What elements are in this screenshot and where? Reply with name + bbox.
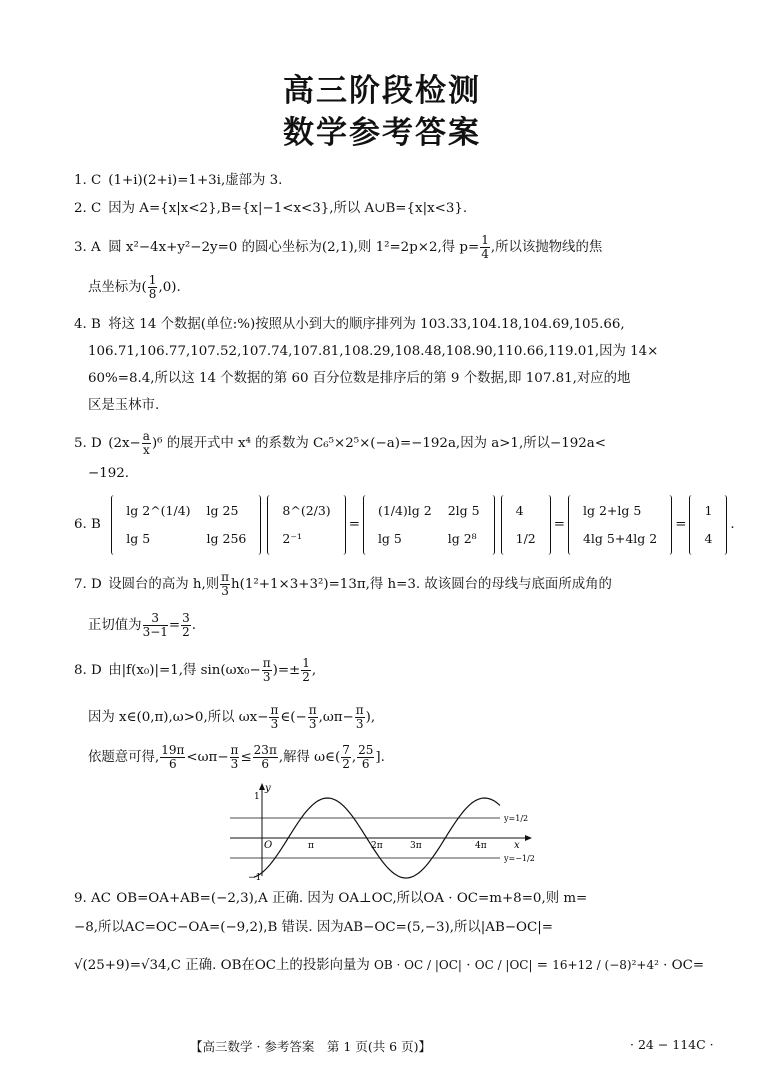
answer-text: ,所以该抛物线的焦 [490,240,603,255]
answer-1 [74,172,704,190]
matrix-2 [267,495,345,555]
answer-text: 正切值为 [88,618,142,633]
answer-4-line2: 106.71,106.77,107.52,107.74,107.81,108.29,108.48,108.90,110.66,119.01,因为 14× [88,344,659,359]
denominator: 8 [148,287,157,301]
numerator: 23π [253,743,277,757]
numerator: 1 [302,656,310,670]
tick-2pi: 2π [371,841,383,851]
answer-text: ,0). [158,280,181,295]
answer-4 [74,316,704,334]
answer-7-cont [88,612,718,639]
y-axis-label: y [265,783,271,794]
fraction [341,744,351,771]
answer-label: 2. C [74,201,102,216]
fraction [262,657,272,684]
answer-label: 1. C [74,173,102,188]
equals: = [168,618,181,633]
answer-label: 3. A [74,240,101,255]
line-top-label: y=1/2 [504,814,529,823]
matrix-cell: 8^(2/3) [282,503,331,518]
origin-label: O [264,840,273,851]
matrix-cell: 1 [704,503,713,518]
tick-pi: π [308,841,314,851]
answer-5-cont: −192. [88,466,130,481]
answer-text: ,ωπ− [318,710,354,725]
answer-text: 点坐标为( [88,280,147,295]
denominator: 3 [221,584,229,598]
denominator: 3 [262,670,271,684]
tick-3pi: 3π [410,841,422,851]
title-line-1: 高三阶段检测 [283,73,481,109]
tick-4pi: 4π [475,841,487,851]
fraction [357,744,374,771]
answer-4-line3: 60%=8.4,所以这 14 个数据的第 60 百分位数是排序后的第 9 个数据,即 107.81,对应的地 [88,371,631,386]
answer-text: <ωπ− [186,750,229,765]
matrix-cell: 4lg 5+4lg 2 [582,531,658,546]
answer-3 [74,234,704,261]
footer-code: · 24 − 114C · [630,1037,714,1052]
matrix-cell: lg 2+lg 5 [582,503,642,518]
numerator: π [262,656,271,670]
matrix-cell: lg 25 [206,503,239,518]
fraction [220,571,230,598]
matrix-cell: lg 5 [377,531,402,546]
fraction [308,704,318,731]
numerator: a [142,429,150,443]
answer-6 [74,495,735,555]
answer-label: 7. D [74,577,102,592]
fraction [160,744,185,771]
numerator: 1 [148,273,157,287]
matrix-6 [689,495,727,555]
answer-8-line3 [88,744,718,771]
fraction [269,704,279,731]
answer-text: (1+i)(2+i)=1+3i,虚部为 3. [108,173,283,188]
numerator: π [270,703,279,717]
answer-label: 9. AC [74,891,111,906]
answer-label: 8. D [74,663,102,678]
matrix-cell: lg 2⁸ [447,531,477,546]
equals: = [553,517,565,532]
matrix-cell: 4 [515,503,524,518]
matrix-cell: 2lg 5 [447,503,480,518]
fraction [148,274,158,301]
answer-8 [74,657,704,684]
denominator: 3 [308,717,317,731]
projection-fraction-2: OC / |OC| [474,958,533,972]
denominator: 2 [342,757,350,771]
fraction [181,612,191,639]
denominator: 6 [168,757,177,771]
denominator: x [142,443,150,457]
numerator: 25 [358,743,374,757]
numerator: 7 [342,743,350,757]
denominator: 3−1 [142,625,168,639]
answer-text: h(1²+1×3+3²)=13π,得 h=3. 故该圆台的母线与底面所成角的 [231,577,612,592]
numerator: 19π [161,743,185,757]
answer-text: · OC= [663,958,705,973]
matrix-cell: lg 256 [206,531,247,546]
line-bottom-label: y=−1/2 [504,854,535,863]
fraction [301,657,311,684]
projection-fraction-1: OB · OC / |OC| [374,958,462,972]
denominator: 2 [302,670,310,684]
answer-9 [74,890,704,908]
answer-2 [74,200,704,218]
denominator: 6 [361,757,370,771]
answer-label: 4. B [74,317,101,332]
answer-text: 因为 A={x|x<2},B={x|−1<x<3},所以 A∪B={x|x<3}. [108,201,468,216]
answer-text: 因为 x∈(0,π),ω>0,所以 ωx− [88,710,269,725]
answer-text: ]. [375,750,385,765]
answer-text: . [191,618,197,633]
numerator: π [230,743,239,757]
denominator: 3 [230,757,239,771]
x-axis-arrow [525,835,532,841]
matrix-5 [568,495,672,555]
numerator: 3 [143,612,168,626]
y-top-label: 1 [254,792,260,802]
fraction [253,744,278,771]
answer-text: , [311,663,317,678]
answer-3-cont [88,274,718,301]
equals: = [675,517,687,532]
denominator: 4 [481,247,489,261]
fraction [143,612,168,639]
answer-text: √(25+9)=√34,C 正确. OB在OC上的投影向量为 [74,958,370,973]
answer-text: (2x− [108,436,141,451]
answer-4-line4: 区是玉林市. [88,398,160,413]
matrix-cell: lg 2^(1/4) [126,503,191,518]
projection-fraction-3: 16+12 / (−8)²+4² [552,958,659,972]
matrix-3 [363,495,495,555]
answer-text: 圆 x²−4x+y²−2y=0 的圆心坐标为(2,1),则 1²=2p×2,得 p= [108,240,480,255]
period: . [730,517,735,532]
denominator: 6 [261,757,270,771]
y-bottom-label: −1 [248,873,262,880]
matrix-cell: 4 [704,531,713,546]
numerator: π [308,703,317,717]
fraction [480,234,490,261]
numerator: π [221,570,230,584]
answer-7 [74,571,704,598]
sine-graph [230,782,540,880]
numerator: π [355,703,364,717]
matrix-cell: 1/2 [515,531,536,546]
answer-text: 依题意可得, [88,750,160,765]
answer-5 [74,430,704,457]
footer-page-info: 【高三数学 · 参考答案 第 1 页(共 6 页)】 [190,1039,431,1054]
matrix-1 [111,495,261,555]
answer-text: ≤ [240,750,252,765]
fraction [142,430,151,457]
equals: = [348,517,360,532]
x-axis-label: x [514,840,520,851]
matrix-cell: 2⁻¹ [282,531,302,546]
matrix-4 [501,495,551,555]
fraction [355,704,365,731]
answer-text: )⁶ 的展开式中 x⁴ 的系数为 C₆⁵×2⁵×(−a)=−192a,因为 a>1,所以−192a< [151,436,606,451]
answer-text: ,解得 ω∈( [278,750,341,765]
fraction [230,744,240,771]
answer-8-line2 [88,704,718,731]
matrix-cell: (1/4)lg 2 [377,503,432,518]
denominator: 3 [270,717,279,731]
answer-9-line3: √(25+9)=√34,C 正确. OB在OC上的投影向量为 OB · OC / |OC| · OC / |OC| = 16+12 / (−8)²+4² · OC= [74,958,705,973]
answer-label: 5. D [74,436,102,451]
answer-text: 设圆台的高为 h,则 [108,577,220,592]
answer-label: 6. B [74,517,101,532]
answer-text: ∈(− [280,710,307,725]
answer-text: 由|f(x₀)|=1,得 sin(ωx₀− [108,663,261,678]
answer-9-line2: −8,所以AC=OC−OA=(−9,2),B 错误. 因为AB−OC=(5,−3),所以|AB−OC|= [74,920,553,935]
denominator: 2 [182,625,190,639]
numerator: 3 [182,611,190,625]
answer-text: 将这 14 个数据(单位:%)按照从小到大的顺序排列为 103.33,104.18,104.69,105.66, [108,317,625,332]
answer-text: , [351,750,357,765]
answer-text: ), [365,710,376,725]
denominator: 3 [355,717,364,731]
title-line-2: 数学参考答案 [283,115,481,151]
answer-text: )=± [272,663,301,678]
numerator: 1 [481,233,489,247]
answer-text: OB=OA+AB=(−2,3),A 正确. 因为 OA⊥OC,所以OA · OC=m+8=0,则 m= [116,891,588,906]
matrix-cell: lg 5 [126,531,151,546]
